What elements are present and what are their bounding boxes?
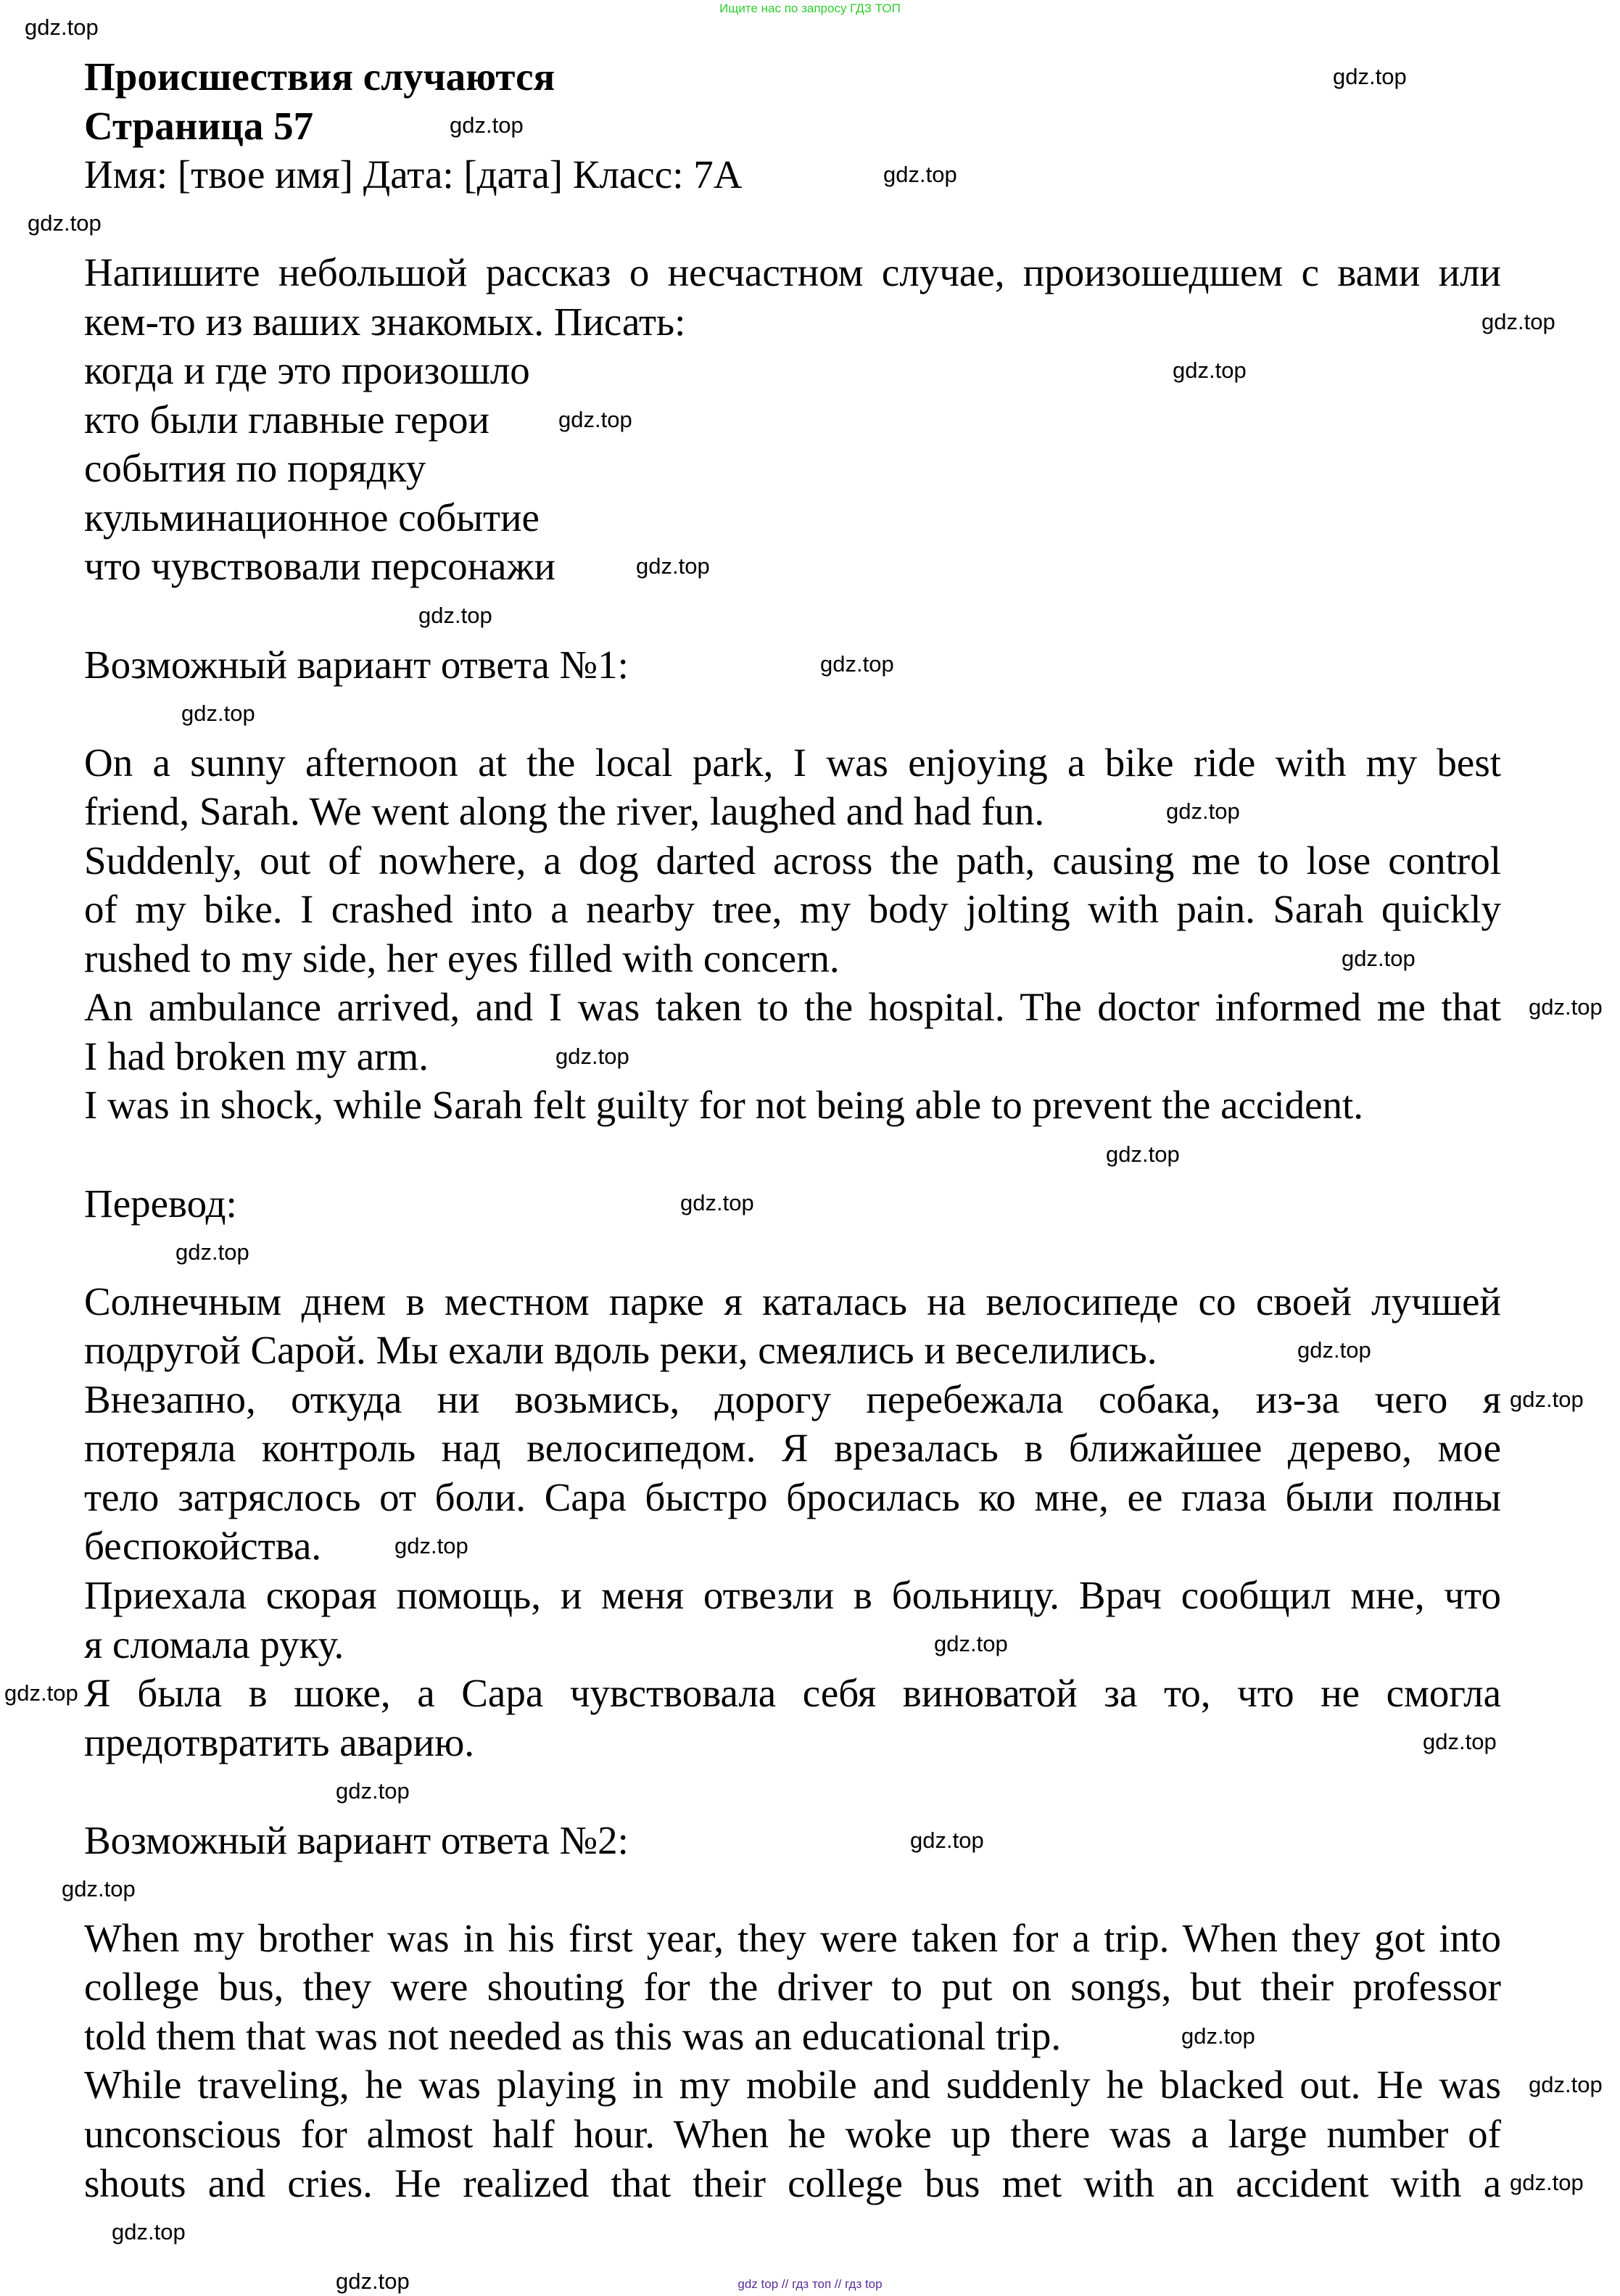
task-item: что чувствовали персонажи <box>84 544 555 589</box>
watermark: gdz.top <box>450 112 524 138</box>
translation-line: подругой Сарой. Мы ехали вдоль реки, смеялись и веселились. <box>84 1328 1157 1373</box>
translation-line: Солнечным днем в местном парке я каталась на велосипеде со своей лучшей <box>84 1279 1501 1323</box>
watermark: gdz.top <box>1342 946 1416 971</box>
translation-line: беспокойства. <box>84 1524 322 1569</box>
watermark: gdz.top <box>336 1778 410 1804</box>
translation-line: Я была в шоке, а Сара чувствовала себя виноватой за то, что не смогла <box>84 1671 1501 1716</box>
watermark: gdz.top <box>1166 798 1240 824</box>
story-line: college bus, they were shouting for the driver to put on songs, but their professor <box>84 1965 1501 2010</box>
story-line: told them that was not needed as this was an educational trip. <box>84 2013 1062 2058</box>
student-info: Имя: [твое имя] Дата: [дата] Класс: 7А <box>84 152 743 197</box>
task-item: когда и где это произошло <box>84 348 530 393</box>
story-line: An ambulance arrived, and I was taken to the hospital. The doctor informed me that <box>84 985 1501 1030</box>
task-text: Напишите небольшой рассказ о несчастном случае, произошедшем с вами или <box>84 250 1501 295</box>
document-body <box>84 52 1503 2208</box>
watermark: gdz.top <box>394 1533 468 1558</box>
document-title: Происшествия случаются <box>84 54 555 99</box>
watermark: gdz.top <box>820 651 894 677</box>
watermark: gdz.top <box>934 1631 1008 1656</box>
task-item: события по порядку <box>84 446 426 491</box>
watermark: gdz.top <box>680 1190 754 1215</box>
translation-line: Приехала скорая помощь, и меня отвезли в больницу. Врач сообщил мне, что <box>84 1572 1501 1617</box>
story-line: Suddenly, out of nowhere, a dog darted across the path, causing me to lose control <box>84 838 1501 883</box>
story-line: On a sunny afternoon at the local park, I was enjoying a bike ride with my best <box>84 740 1501 785</box>
watermark: gdz.top <box>4 1680 78 1706</box>
story-line: friend, Sarah. We went along the river, laughed and had fun. <box>84 789 1045 834</box>
translation-line: Внезапно, откуда ни возьмись, дорогу перебежала собака, из-за чего я <box>84 1376 1501 1421</box>
watermark: gdz.top <box>1529 2072 1603 2097</box>
watermark: gdz.top <box>25 15 99 40</box>
story-line: of my bike. I crashed into a nearby tree, my body jolting with pain. Sarah quickly <box>84 887 1501 932</box>
task-item: кто были главные герои <box>84 397 489 442</box>
watermark: gdz.top <box>1529 994 1603 1020</box>
footer-note: gdz top // гдз топ // гдз top <box>737 2277 883 2291</box>
story-line: shouts and cries. He realized that their college bus met with an accident with a <box>84 2160 1501 2205</box>
watermark: gdz.top <box>558 407 632 432</box>
watermark: gdz.top <box>175 1239 249 1265</box>
top-search-note: Ищите нас по запросу ГДЗ ТОП <box>719 1 901 15</box>
translation-line: потеряла контроль над велосипедом. Я врезалась в ближайшее дерево, мое <box>84 1426 1501 1471</box>
watermark: gdz.top <box>62 1876 136 1901</box>
watermark: gdz.top <box>1510 2170 1584 2195</box>
watermark: gdz.top <box>636 553 710 579</box>
story-line: unconscious for almost half hour. When he woke up there was a large number of <box>84 2111 1501 2156</box>
watermark: gdz.top <box>1173 358 1247 383</box>
watermark: gdz.top <box>910 1828 984 1853</box>
translation-line: я сломала руку. <box>84 1622 344 1667</box>
story-line: I was in shock, while Sarah felt guilty for not being able to prevent the accident. <box>84 1083 1364 1128</box>
watermark: gdz.top <box>1181 2023 1255 2049</box>
watermark: gdz.top <box>1423 1729 1497 1754</box>
watermark: gdz.top <box>1333 64 1407 89</box>
watermark: gdz.top <box>181 701 255 726</box>
watermark: gdz.top <box>1510 1387 1584 1412</box>
variant2-heading: Возможный вариант ответа №2: <box>84 1817 629 1862</box>
watermark: gdz.top <box>1481 309 1555 334</box>
story-line: While traveling, he was playing in my mobile and suddenly he blacked out. He was <box>84 2062 1501 2107</box>
story-line: rushed to my side, her eyes filled with concern. <box>84 936 840 980</box>
task-text: кем-то из ваших знакомых. Писать: <box>84 299 686 344</box>
variant1-heading: Возможный вариант ответа №1: <box>84 642 629 687</box>
watermark: gdz.top <box>336 2268 410 2294</box>
story-line: I had broken my arm. <box>84 1033 429 1078</box>
watermark: gdz.top <box>28 210 102 236</box>
translation-heading: Перевод: <box>84 1181 237 1226</box>
translation-line: предотвратить аварию. <box>84 1719 475 1764</box>
translation-line: тело затряслось от боли. Сара быстро бросилась ко мне, ее глаза были полны <box>84 1474 1501 1519</box>
watermark: gdz.top <box>883 162 957 187</box>
watermark: gdz.top <box>555 1044 629 1069</box>
watermark: gdz.top <box>418 603 492 628</box>
task-item: кульминационное событие <box>84 495 540 540</box>
page-number: Страница 57 <box>84 103 314 148</box>
watermark: gdz.top <box>1106 1141 1180 1167</box>
watermark: gdz.top <box>112 2219 186 2245</box>
story-line: When my brother was in his first year, they were taken for a trip. When they got into <box>84 1915 1501 1960</box>
watermark: gdz.top <box>1297 1337 1371 1363</box>
